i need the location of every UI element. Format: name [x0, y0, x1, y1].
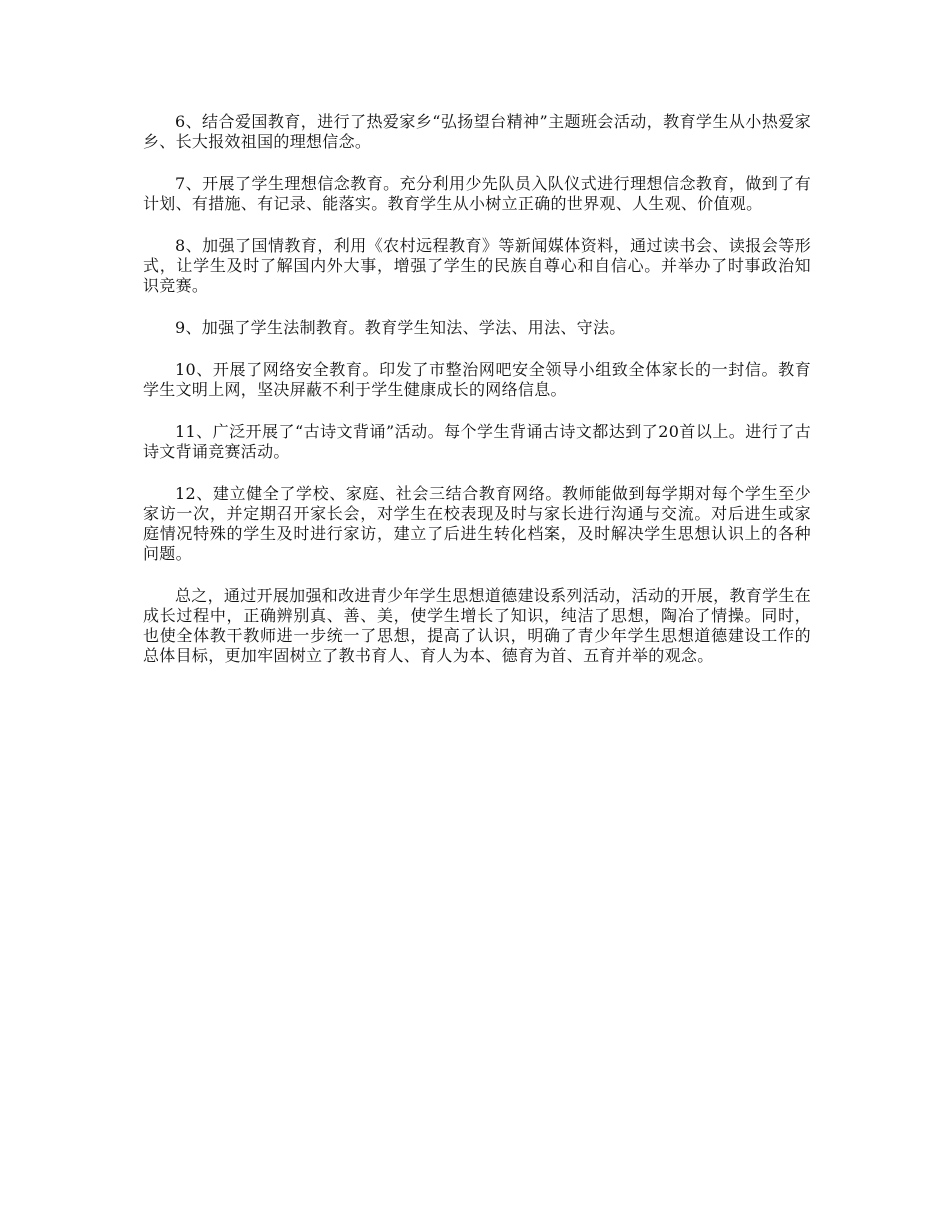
- paragraph-item-9: 9、加强了学生法制教育。教育学生知法、学法、用法、守法。: [175, 318, 626, 337]
- paragraph-item-10: 10、开展了网络安全教育。印发了市整治网吧安全领导小组致全体家长的一封信。教育学生文明上网，坚决屏蔽不利于学生健康成长的网络信息。: [143, 360, 811, 399]
- document-body: [143, 112, 811, 688]
- paragraph-item-6: 6、结合爱国教育，进行了热爱家乡“弘扬望台精神”主题班会活动，教育学生从小热爱家乡、长大报效祖国的理想信念。: [143, 112, 811, 151]
- paragraph-item-11: 11、广泛开展了“古诗文背诵”活动。每个学生背诵古诗文都达到了20首以上。进行了古诗文背诵竞赛活动。: [143, 422, 811, 461]
- paragraph-item-12: 12、建立健全了学校、家庭、社会三结合教育网络。教师能做到每学期对每个学生至少家访一次，并定期召开家长会，对学生在校表现及时与家长进行沟通与交流。对后进生或家庭情况特殊的学生及时进行家访，建立了后进生转化档案，及时解决学生思想认识上的各种问题。: [143, 484, 811, 563]
- paragraph-item-7: 7、开展了学生理想信念教育。充分利用少先队员入队仪式进行理想信念教育，做到了有计划、有措施、有记录、能落实。教育学生从小树立正确的世界观、人生观、价值观。: [143, 174, 811, 213]
- paragraph-item-8: 8、加强了国情教育，利用《农村远程教育》等新闻媒体资料，通过读书会、读报会等形式，让学生及时了解国内外大事，增强了学生的民族自尊心和自信心。并举办了时事政治知识竞赛。: [143, 236, 811, 295]
- paragraph-summary: 总之，通过开展加强和改进青少年学生思想道德建设系列活动，活动的开展，教育学生在成长过程中，正确辨别真、善、美，使学生增长了知识，纯洁了思想，陶冶了情操。同时，也使全体教干教师进一步统一了思想，提高了认识，明确了青少年学生思想道德建设工作的总体目标，更加牢固树立了教书育人、育人为本、德育为首、五育并举的观念。: [143, 586, 811, 665]
